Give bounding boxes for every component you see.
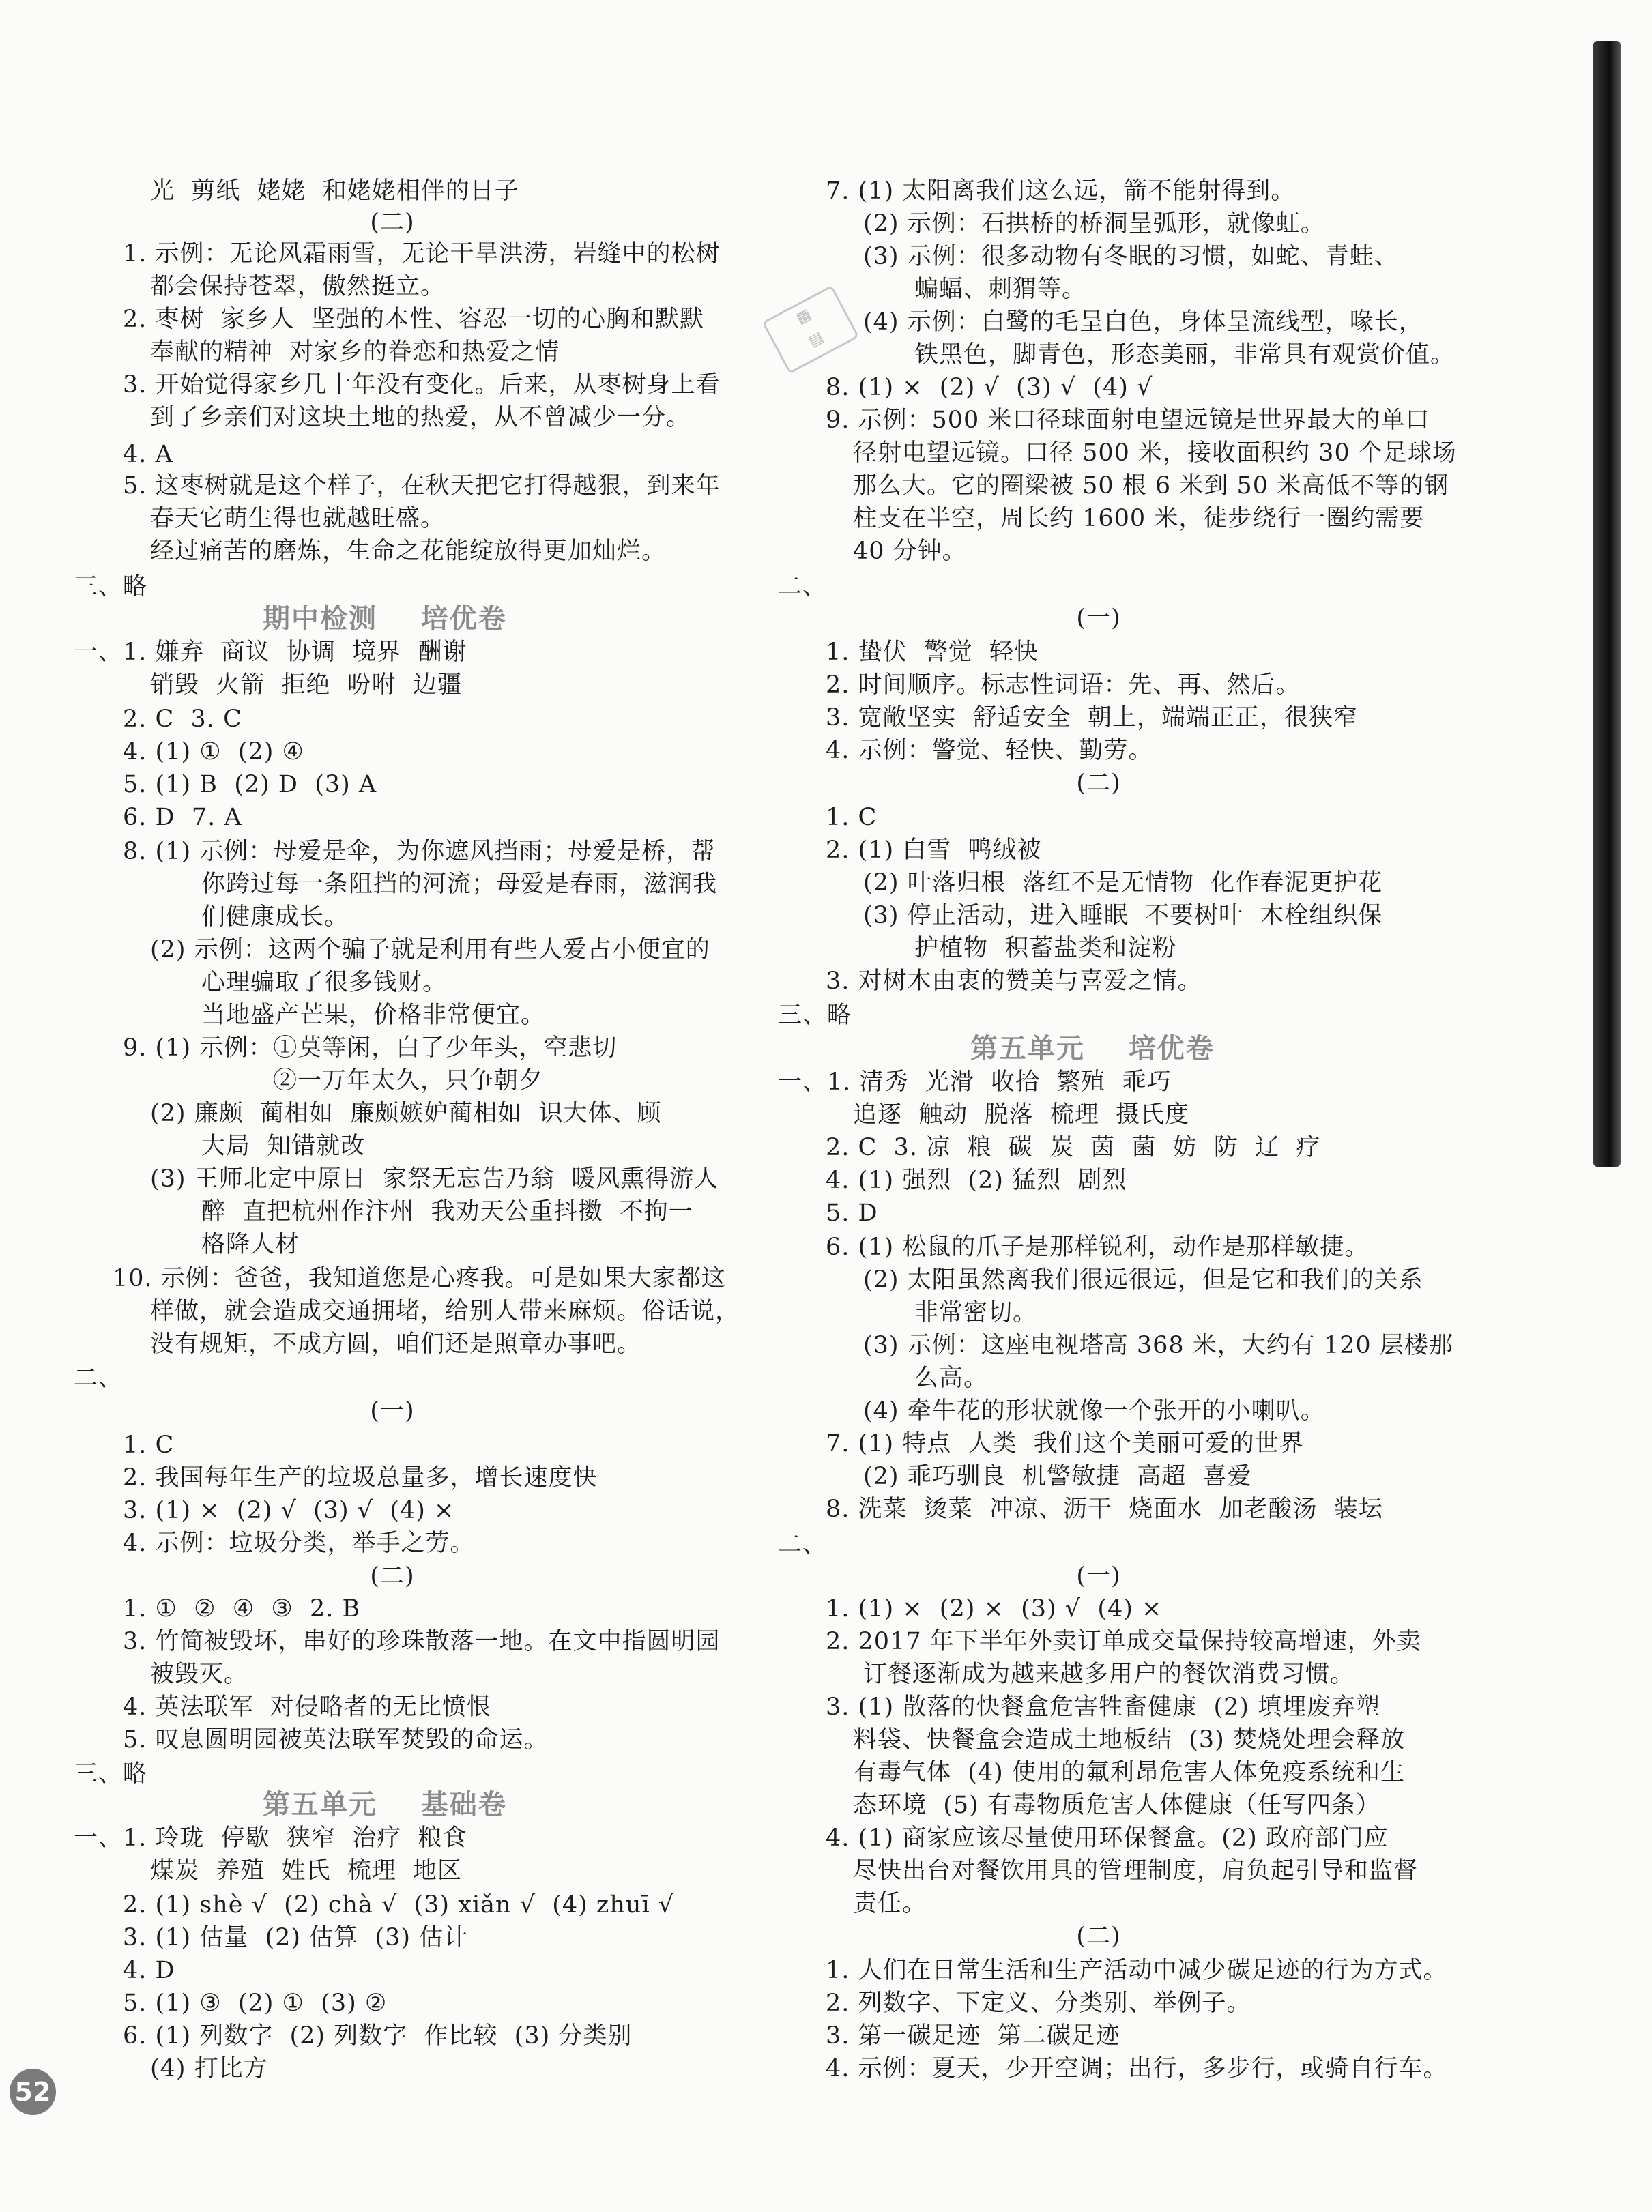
text-line: 醉 直把杭州作汴州 我劝天公重抖擞 不拘一 [201, 1198, 693, 1225]
text-line: 三、略 [74, 573, 148, 600]
text-line: 春天它萌生得也就越旺盛。 [150, 505, 446, 532]
text-line: 追逐 触动 脱落 梳理 摄氏度 [853, 1101, 1190, 1129]
text-line: 光 剪纸 姥姥 和姥姥相伴的日子 [150, 177, 519, 205]
text-line: 那么大。它的圈梁被 50 根 6 米到 50 米高低不等的钢 [853, 472, 1449, 499]
text-line: 1. 示例：无论风霜雨雪，无论干旱洪涝，岩缝中的松树 [123, 240, 721, 267]
text-line: (3) 停止活动，进入睡眠 不要树叶 木栓组织保 [863, 902, 1383, 929]
text-line: 6. D 7. A [123, 804, 242, 831]
text-line: 4. 示例：夏天，少开空调；出行，多步行，或骑自行车。 [826, 2055, 1448, 2082]
text-line: (2) 叶落归根 落红不是无情物 化作春泥更护花 [863, 869, 1383, 897]
text-line: 8. 洗菜 烫菜 冲凉、沥干 烧面水 加老酸汤 装坛 [826, 1496, 1383, 1523]
text-line: 格降人材 [201, 1231, 300, 1258]
text-line: 3. (1) × (2) √ (3) √ (4) × [123, 1497, 455, 1524]
text-line: 你跨过每一条阻挡的河流；母爱是春雨，滋润我 [201, 871, 718, 898]
page-number-badge: 52 [10, 2069, 56, 2115]
text-line: (2) 乖巧驯良 机警敏捷 高超 喜爱 [863, 1463, 1252, 1490]
text-line: 们健康成长。 [201, 903, 349, 931]
text-line: 3. (1) 散落的快餐盒危害牲畜健康 (2) 填埋废弃塑 [826, 1693, 1381, 1721]
text-line: (4) 示例：白鹭的毛呈白色，身体呈流线型，喙长， [863, 308, 1423, 336]
text-line: 心理骗取了很多钱财。 [201, 969, 448, 996]
text-line: 5. (1) ③ (2) ① (3) ② [123, 1990, 388, 2017]
text-line: 态环境 (5) 有毒物质危害人体健康（任写四条） [853, 1792, 1380, 1819]
text-line: 么高。 [914, 1365, 989, 1392]
subsection-heading: (二) [370, 1562, 415, 1590]
text-line: (2) 太阳虽然离我们很远很远，但是它和我们的关系 [863, 1266, 1423, 1294]
text-line: 都会保持苍翠，傲然挺立。 [150, 273, 446, 300]
text-line: 当地盛产芒果，价格非常便宜。 [201, 1002, 546, 1029]
stamp-watermark: ▦ ▤ [762, 285, 860, 374]
text-line: 1. C [123, 1431, 175, 1459]
text-line: 8. (1) × (2) √ (3) √ (4) √ [826, 374, 1153, 401]
text-line: 2. (1) shè √ (2) chà √ (3) xiǎn √ (4) zhuī √ [123, 1891, 675, 1919]
text-line: 4. (1) 商家应该尽量使用环保餐盒。(2) 政府部门应 [826, 1824, 1389, 1852]
text-line: 没有规矩，不成方圆，咱们还是照章办事吧。 [150, 1330, 642, 1358]
text-line: 2. 列数字、下定义、分类别、举例子。 [826, 1990, 1251, 2017]
text-line: 三、略 [778, 1002, 852, 1029]
text-line: 柱支在半空，周长约 1600 米，徒步绕行一圈约需要 [853, 505, 1425, 532]
subsection-heading: (二) [1076, 770, 1121, 797]
text-line: (4) 打比方 [150, 2055, 268, 2082]
text-line: 9. (1) 示例：①莫等闲，白了少年头，空悲切 [123, 1034, 618, 1062]
text-line: 2. 我国每年生产的垃圾总量多，增长速度快 [123, 1464, 598, 1491]
text-line: (2) 廉颇 蔺相如 廉颇嫉妒蔺相如 识大体、顾 [150, 1100, 662, 1127]
text-line: 4. 示例：警觉、轻快、勤劳。 [826, 737, 1153, 764]
text-line: (3) 示例：很多动物有冬眠的习惯，如蛇、青蛙、 [863, 243, 1399, 270]
text-line: 大局 知错就改 [201, 1133, 366, 1160]
section-title: 第五单元 培优卷 [970, 1032, 1215, 1064]
text-line: 蝙蝠、刺猬等。 [914, 276, 1087, 303]
text-line: 二、 [74, 1365, 124, 1392]
page-binding-edge [1593, 41, 1621, 1167]
text-line: 二、 [778, 573, 828, 600]
text-line: 3. (1) 估量 (2) 估算 (3) 估计 [123, 1924, 469, 1951]
subsection-heading: (一) [370, 1397, 415, 1425]
text-line: 2. C 3. C [123, 705, 242, 733]
text-line: 3. 对树木由衷的赞美与喜爱之情。 [826, 967, 1202, 995]
text-line: 6. (1) 松鼠的爪子是那样锐利，动作是那样敏捷。 [826, 1234, 1370, 1261]
text-line: 2. 时间顺序。标志性词语：先、再、然后。 [826, 671, 1301, 699]
text-line: (3) 示例：这座电视塔高 368 米，大约有 120 层楼那 [863, 1332, 1453, 1359]
text-line: 1. (1) × (2) × (3) √ (4) × [826, 1595, 1163, 1622]
text-line: 2. 2017 年下半年外卖订单成交量保持较高增速，外卖 [826, 1628, 1421, 1655]
text-line: 7. (1) 太阳离我们这么远，箭不能射得到。 [826, 177, 1296, 205]
text-line: 到了乡亲们对这块土地的热爱，从不曾减少一分。 [150, 404, 691, 431]
text-line: (2) 示例：这两个骗子就是利用有些人爱占小便宜的 [150, 936, 710, 963]
text-line: 9. 示例：500 米口径球面射电望远镜是世界最大的单口 [826, 407, 1430, 434]
text-line: (2) 示例：石拱桥的桥洞呈弧形，就像虹。 [863, 210, 1325, 237]
text-line: 2. (1) 白雪 鸭绒被 [826, 836, 1042, 864]
text-line: 被毁灭。 [150, 1661, 249, 1688]
text-line: (4) 牵牛花的形状就像一个张开的小喇叭。 [863, 1397, 1325, 1425]
text-line: 3. 宽敞坚实 舒适安全 朝上，端端正正，很狭窄 [826, 704, 1359, 731]
text-line: ②一万年太久，只争朝夕 [273, 1067, 544, 1094]
text-line: 非常密切。 [914, 1299, 1038, 1326]
subsection-heading: (一) [1076, 1562, 1121, 1590]
text-line: 料袋、快餐盒会造成土地板结 (3) 焚烧处理会释放 [853, 1726, 1405, 1753]
text-line: (3) 王师北定中原日 家祭无忘告乃翁 暖风熏得游人 [150, 1165, 719, 1193]
text-line: 一、1. 嫌弃 商议 协调 境界 酬谢 [74, 639, 467, 666]
section-title: 第五单元 基础卷 [263, 1788, 507, 1820]
text-line: 4. (1) ① (2) ④ [123, 738, 304, 766]
text-line: 7. (1) 特点 人类 我们这个美丽可爱的世界 [826, 1430, 1304, 1457]
text-line: 4. A [123, 441, 173, 468]
text-line: 3. 第一碳足迹 第二碳足迹 [826, 2022, 1120, 2050]
text-line: 有毒气体 (4) 使用的氟利昂危害人体免疫系统和生 [853, 1759, 1405, 1786]
text-line: 1. C [826, 804, 878, 831]
subsection-heading: (一) [1076, 605, 1121, 632]
text-line: 煤炭 养殖 姓氏 梳理 地区 [150, 1857, 463, 1884]
text-line: 4. 示例：垃圾分类，举手之劳。 [123, 1530, 475, 1557]
text-line: 一、1. 玲珑 停歇 狭窄 治疗 粮食 [74, 1824, 467, 1852]
text-line: 4. D [123, 1957, 175, 1984]
text-line: 1. 人们在日常生活和生产活动中减少碳足迹的行为方式。 [826, 1957, 1448, 1984]
text-line: 尽快出台对餐饮用具的管理制度，肩负起引导和监督 [853, 1857, 1419, 1884]
text-line: 铁黑色，脚青色，形态美丽，非常具有观赏价值。 [914, 341, 1455, 368]
text-line: 4. 英法联军 对侵略者的无比愤恨 [123, 1693, 491, 1721]
section-title: 期中检测 培优卷 [263, 602, 507, 635]
text-line: 5. D [826, 1199, 878, 1227]
text-line: 3. 开始觉得家乡几十年没有变化。后来，从枣树身上看 [123, 371, 721, 398]
text-line: 二、 [778, 1531, 828, 1558]
subsection-heading: (二) [370, 209, 415, 236]
text-line: 样做，就会造成交通拥堵，给别人带来麻烦。俗话说， [150, 1298, 740, 1325]
text-line: 3. 竹简被毁坏，串好的珍珠散落一地。在文中指圆明园 [123, 1628, 721, 1655]
text-line: 销毁 火箭 拒绝 吩咐 边疆 [150, 671, 463, 699]
text-line: 8. (1) 示例：母爱是伞，为你遮风挡雨；母爱是桥，帮 [123, 838, 716, 865]
text-line: 径射电望远镜。口径 500 米，接收面积约 30 个足球场 [853, 439, 1457, 467]
text-line: 1. 蛰伏 警觉 轻快 [826, 639, 1039, 666]
text-line: 2. C 3. 凉 粮 碳 炭 茵 菌 妨 防 辽 疗 [826, 1134, 1321, 1161]
text-line: 2. 枣树 家乡人 坚强的本性、容忍一切的心胸和默默 [123, 306, 705, 333]
text-line: 5. 这枣树就是这个样子，在秋天把它打得越狠，到来年 [123, 472, 721, 499]
text-line: 5. 叹息圆明园被英法联军焚毁的命运。 [123, 1726, 549, 1753]
text-line: 奉献的精神 对家乡的眷恋和热爱之情 [150, 338, 560, 366]
text-line: 1. ① ② ④ ③ 2. B [123, 1595, 361, 1622]
text-line: 10. 示例：爸爸，我知道您是心疼我。可是如果大家都这 [113, 1265, 726, 1292]
text-line: 6. (1) 列数字 (2) 列数字 作比较 (3) 分类别 [123, 2022, 633, 2050]
text-line: 一、1. 清秀 光滑 收拾 繁殖 乖巧 [778, 1068, 1172, 1096]
text-line: 4. (1) 强烈 (2) 猛烈 剧烈 [826, 1167, 1127, 1194]
text-line: 经过痛苦的磨炼，生命之花能绽放得更加灿烂。 [150, 538, 667, 565]
text-line: 40 分钟。 [853, 538, 967, 565]
text-line: 订餐逐渐成为越来越多用户的餐饮消费习惯。 [863, 1661, 1355, 1688]
text-line: 5. (1) B (2) D (3) A [123, 771, 377, 798]
text-line: 三、略 [74, 1760, 148, 1788]
text-line: 责任。 [853, 1890, 927, 1917]
subsection-heading: (二) [1076, 1923, 1121, 1950]
text-line: 护植物 积蓄盐类和淀粉 [914, 935, 1177, 962]
